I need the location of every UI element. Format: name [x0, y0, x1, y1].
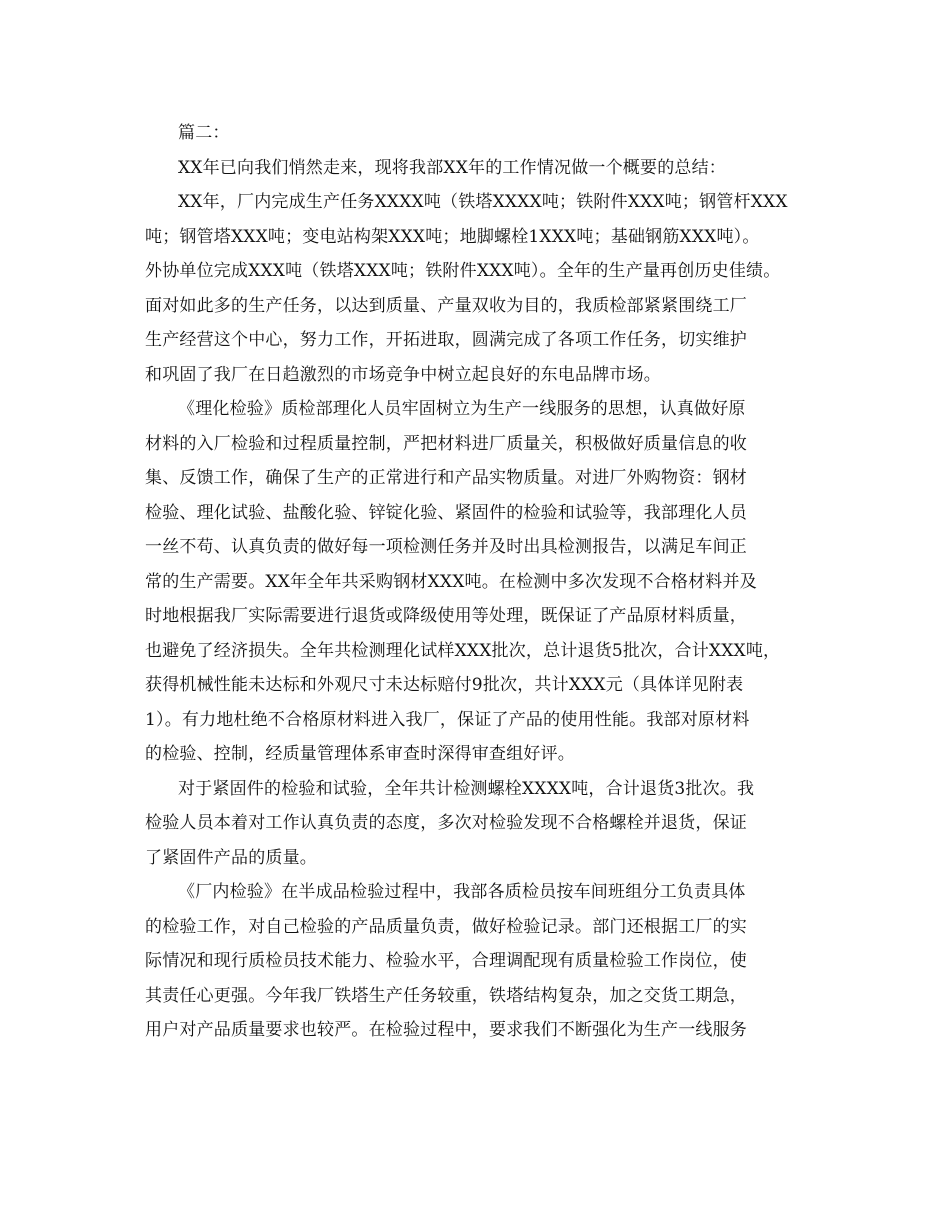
paragraph-line: XX年，厂内完成生产任务XXXX吨（铁塔XXXX吨；铁附件XXX吨；钢管杆XXX: [178, 192, 788, 212]
paragraph-line: 一丝不苟、认真负责的做好每一项检测任务并及时出具检测报告，以满足车间正: [145, 537, 747, 557]
paragraph-line: 了紧固件产品的质量。: [145, 848, 317, 868]
paragraph-line: 材料的入厂检验和过程质量控制，严把材料进厂质量关，积极做好质量信息的收: [145, 434, 747, 454]
paragraph-line: 生产经营这个中心，努力工作，开拓进取，圆满完成了各项工作任务，切实维护: [145, 330, 747, 350]
paragraph-line: 对于紧固件的检验和试验，全年共计检测螺栓XXXX吨，合计退货3批次。我: [178, 779, 755, 799]
paragraph-line: 1）。有力地杜绝不合格原材料进入我厂，保证了产品的使用性能。我部对原材料: [145, 710, 750, 730]
paragraph-line: 时地根据我厂实际需要进行退货或降级使用等处理，既保证了产品原材料质量，: [145, 606, 747, 626]
paragraph-line: 检验人员本着对工作认真负责的态度，多次对检验发现不合格螺栓并退货，保证: [145, 813, 747, 833]
paragraph-line: 面对如此多的生产任务，以达到质量、产量双收为目的，我质检部紧紧围绕工厂: [145, 296, 747, 316]
paragraph-line: 外协单位完成XXX吨（铁塔XXX吨；铁附件XXX吨）。全年的生产量再创历史佳绩。: [145, 261, 781, 281]
paragraph-line: 和巩固了我厂在日趋激烈的市场竞争中树立起良好的东电品牌市场。: [145, 365, 661, 385]
paragraph-line: 也避免了经济损失。全年共检测理化试样XXX批次，总计退货5批次，合计XXX吨，: [145, 641, 781, 661]
paragraph-line: 际情况和现行质检员技术能力、检验水平，合理调配现有质量检验工作岗位，使: [145, 951, 747, 971]
paragraph-line: XX年已向我们悄然走来，现将我部XX年的工作情况做一个概要的总结：: [178, 158, 727, 178]
paragraph-line: 常的生产需要。XX年全年共采购钢材XXX吨。在检测中多次发现不合格材料并及: [145, 572, 757, 592]
paragraph-line: 用户对产品质量要求也较严。在检验过程中，要求我们不断强化为生产一线服务: [145, 1020, 747, 1040]
paragraph-line: 《理化检验》质检部理化人员牢固树立为生产一线服务的思想，认真做好原: [178, 399, 746, 419]
paragraph-line: 检验、理化试验、盐酸化验、锌锭化验、紧固件的检验和试验等，我部理化人员: [145, 503, 747, 523]
paragraph-line: 吨；钢管塔XXX吨；变电站构架XXX吨；地脚螺栓1XXX吨；基础钢筋XXX吨）。: [145, 227, 760, 247]
paragraph-line: 其责任心更强。今年我厂铁塔生产任务较重，铁塔结构复杂，加之交货工期急，: [145, 986, 747, 1006]
paragraph-line: 的检验工作，对自己检验的产品质量负责，做好检验记录。部门还根据工厂的实: [145, 917, 747, 937]
paragraph-line: 获得机械性能未达标和外观尺寸未达标赔付9批次，共计XXX元（具体详见附表: [145, 675, 744, 695]
paragraph-line: 《厂内检验》在半成品检验过程中，我部各质检员按车间班组分工负责具体: [178, 882, 746, 902]
section-heading: 篇二：: [178, 123, 230, 143]
paragraph-line: 的检验、控制，经质量管理体系审查时深得审查组好评。: [145, 744, 575, 764]
paragraph-line: 集、反馈工作，确保了生产的正常进行和产品实物质量。对进厂外购物资：钢材: [145, 468, 747, 488]
